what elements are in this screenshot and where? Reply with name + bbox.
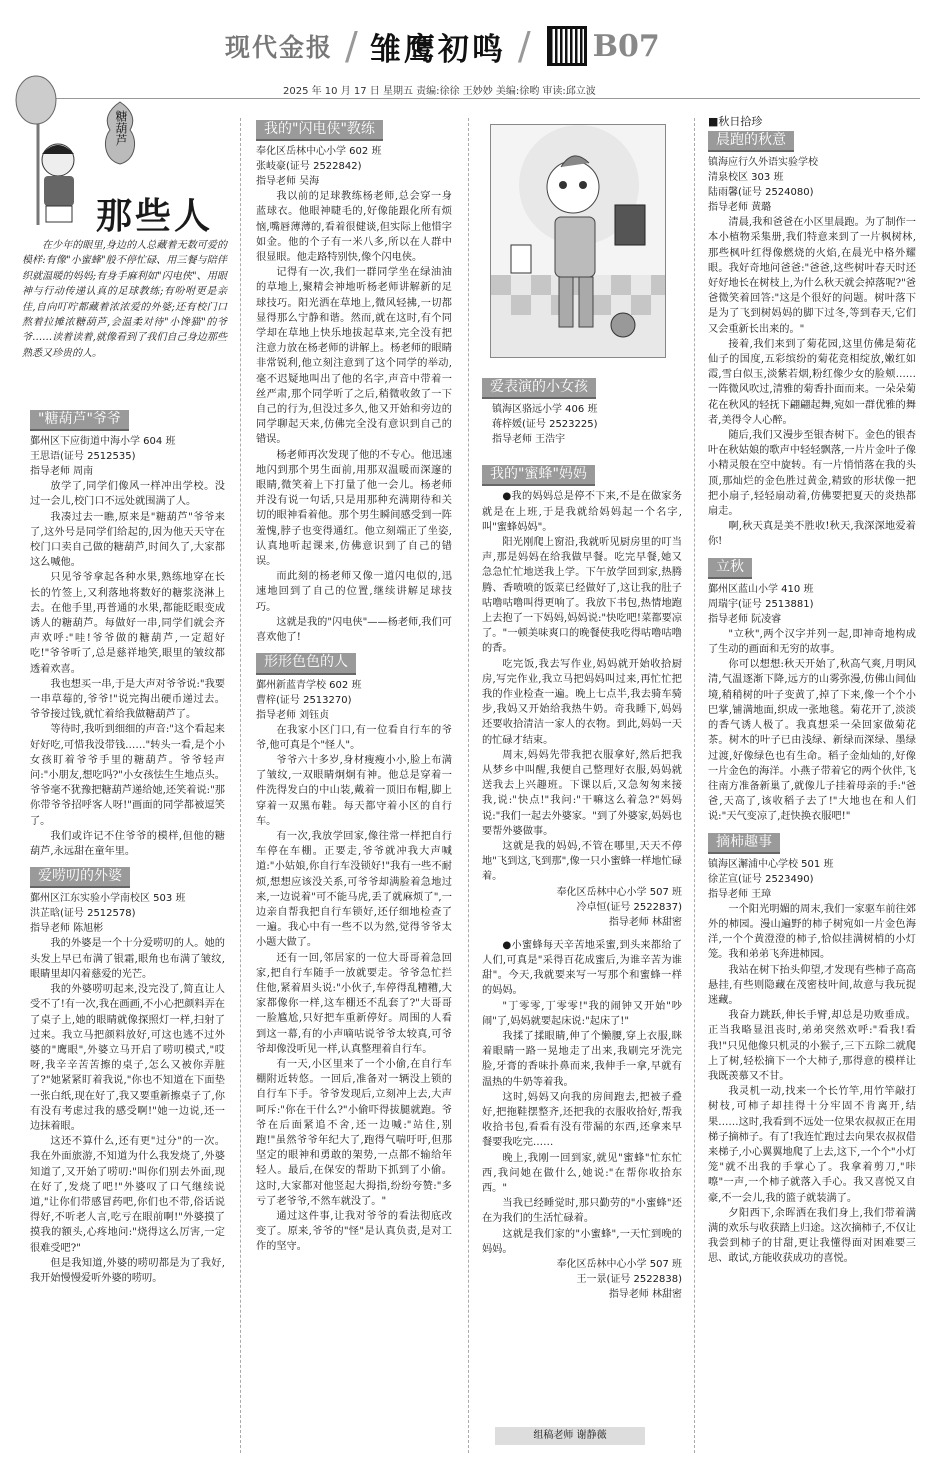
article-title: 形形色色的人	[256, 653, 356, 674]
paragraph: "立秋",两个汉字并列一起,即神奇地构成了生动的画面和无穷的故事。	[708, 628, 916, 656]
school: 镇海应行久外语实验学校	[708, 157, 818, 169]
paragraph: 这就是我的"闪电侠"——杨老师,我们可喜欢他了!	[256, 616, 452, 644]
paragraph: 随后,我们又漫步至银杏树下。金色的银杏叶在秋姑娘的歌声中轻轻飘落,一片片金叶子像小精灵般在空中旋转。有一片悄悄落在我的头顶,那灿烂的金色胜过黄金,精致的形状像一把把小扇子,轻轻扇动着,仿佛要把夏天的炎热都扇走。	[708, 430, 916, 518]
article-title: 我的"闪电侠"教练	[256, 120, 383, 141]
paragraph: 夕阳西下,余晖洒在我们身上,我们带着满满的欢乐与收获踏上归途。这次摘柿子,不仅让我尝到柿子的甘甜,更让我懂得面对困难要三思、敢试,方能收获成功的喜悦。	[708, 1207, 916, 1265]
signature-teacher: 指导老师 林甜密	[608, 1288, 682, 1300]
paragraph: 我以前的足球教练杨老师,总会穿一身蓝球衣。他眼神睫毛的,好像能跟化所有烦恼,嘴唇薄薄的,看着很健谈,但实际上他惜字如金。他的个子有一米八多,所以在人群中很显眼。他走路特别快,像个闪电侠。	[256, 191, 452, 264]
article-autumn-begins	[708, 556, 916, 825]
article-persimmon	[708, 831, 916, 1267]
school: 鄞州新蓝青学校 602 班	[256, 679, 362, 691]
paragraph: 周末,妈妈先带我把衣服拿好,然后把我从梦乡中叫醒,我便自己整理好衣服,妈妈就送我去上兴趣班。下课以后,又急匆匆来接我,说:"快点!"我问:"干嘛这么着急?"妈妈说:"我们一起去外婆家。"到了外婆家,妈妈也要帮外婆做事。	[482, 749, 682, 837]
paragraph: 杨老师再次发现了他的不专心。他迅速地闪到那个男生面前,用那双温暖而深邃的眼睛,微笑着上下打量了他一会儿。杨老师并没有说一句话,只是用那种充满期待和关切的眼神看着他。那个男生瞬间感受到一阵羞愧,脖子也变得通红。他立刻端正了坐姿,认真地听起课来,仿佛意识到了自己的错误。	[256, 449, 452, 568]
paragraph: 放学了,同学们像风一样冲出学校。没过一会儿,校门口不远处就围满了人。	[30, 481, 225, 508]
paragraph: 通过这件事,让我对爷爷的看法彻底改变了。原来,爷爷的"怪"是认真负责,是对工作的坚守。	[256, 1211, 452, 1253]
paragraph: "丁零零,丁零零!"我的闹钟又开始"吵闹"了,妈妈就要起床说:"起床了!"	[482, 1000, 682, 1027]
paragraph: 有一天,小区里来了一个小偷,在自行车棚附近转悠。一回后,准备对一辆没上锁的自行车下手。爷爷发现后,立刻冲上去,大声呵斥:"你在干什么?"小偷吓得拔腿就跑。爷爷在后面紧追不舍,还一边喊:"站住,别跑!"虽然爷爷年纪大了,跑得气喘吁吁,但那坚定的眼神和勇敢的架势,一点都不输给年轻人。最后,在保安的帮助下抓到了小偷。这时,大家都对他竖起大拇指,纷纷夸赞:"多亏了老爷爷,不然车就没了。"	[256, 1058, 452, 1207]
paragraph: ●我的妈妈总是停不下来,不是在做家务就是在上班,于是我就给妈妈起一个名字,叫"蜜蜂妈妈"。	[482, 491, 682, 533]
signature-school: 奉化区岳林中心小学 507 班	[556, 886, 682, 898]
author: 曹梓(证号 2513270)	[256, 694, 352, 706]
feature-intro	[22, 238, 227, 361]
paragraph: 有一次,我放学回家,像往常一样把自行车停在车棚。正要走,爷爷就冲我大声喊道:"小姑娘,你自行车没锁好!"我有一些不耐烦,想想应该没关系,可爷爷却满脸着急地过来,一边说着"可不能马虎,丢了就麻烦了",一边亲自帮我把自行车锁好,还仔细地检查了一遍。我心中有一些不以为然,觉得爷爷太小题大做了。	[256, 830, 452, 949]
paragraph: 而此刻的杨老师又像一道闪电似的,迅速地回到了自己的位置,继续讲解足球技巧。	[256, 571, 452, 613]
author: 陆雨馨(证号 2524080)	[708, 187, 814, 199]
school: 镇海区骆远小学 406 班	[492, 404, 598, 416]
teacher: 指导老师 王浩宇	[492, 434, 566, 446]
article-grandpa-candy	[30, 408, 225, 859]
page-number: B07	[592, 28, 660, 64]
paragraph: 阳光刚爬上窗沿,我就听见厨房里的叮当声,那是妈妈在给我做早餐。吃完早餐,她又急急忙忙地送我上学。下午放学回到家,热腾腾、香喷喷的饭菜已经做好了,这让我的肚子咕噜咕噜叫得更响了。我放下书包,热情地跑上去抱了一下妈妈,妈妈说:"快吃吧!菜都要凉了。"一顿美味爽口的晚餐使我吃得咕噜咕噜的香。	[482, 537, 682, 655]
article-people	[256, 651, 452, 1254]
header-rule	[20, 98, 920, 99]
author: 王思语(证号 2512535)	[30, 451, 136, 463]
column-divider	[694, 118, 695, 1453]
article-title: 爱唠叨的外婆	[30, 867, 130, 888]
column-2	[256, 118, 452, 1255]
paragraph: 你可以想想:秋天开始了,秋高气爽,月明风清,气温逐渐下降,远方的山雾弥漫,仿佛山间仙境,稍稍树的叶子变黄了,掉了下来,像一个个小巴掌,铺满地面,织成一张地毯。菊花开了,淡淡的香气诱人极了。我真想采一朵回家做菊花茶。树木的叶子已由浅绿、新绿而深绿、墨绿过渡,好像绿色也有生命。稻子金灿灿的,好像一片金色的海洋。小燕子带着它的两个伙伴,飞往南方准备新巢了,就像儿子挂着母亲的手:"爸爸,天高了,该收稻子去了!"大地也在和人们说:"天气变凉了,赶快换衣服吧!"	[708, 659, 916, 823]
paragraph: 只见爷爷拿起各种水果,熟练地穿在长长的竹签上,又利落地将数好的糖浆浇淋上去。在他手里,再普通的水果,都能眨眼变成诱人的糖葫芦。每做好一串,同学们就会齐声欢呼:"哇!爷爷做的糖葫芦,一定超好吃!"爷爷听了,总是慈祥地笑,眼里的皱纹都透着欢喜。	[30, 572, 225, 675]
signature-author: 冷卓恒(证号 2522837)	[576, 901, 682, 913]
author: 蒋梓媛(证号 2523225)	[492, 419, 598, 431]
paragraph: 这时,妈妈又向我的房间跑去,把被子叠好,把拖鞋摆整齐,还把我的衣服收拾好,帮我收拾书包,看看有没有带漏的东西,还拿来早餐要我吃完……	[482, 1091, 682, 1149]
paragraph: ●小蜜蜂每天辛苦地采蜜,到头来都给了人们,可真是"采得百花成蜜后,为谁辛苦为谁甜"。今天,我就要来写一写那个和蜜蜂一样的妈妈。	[482, 939, 682, 997]
paragraph: 我灵机一动,找来一个长竹竿,用竹竿敲打树枝,可柿子却挂得十分牢固不肯离开,结果……这时,我看到不远处一位果农叔叔正在用梯子摘柿子。有了!我连忙跑过去向果农叔叔借来梯子,小心翼翼地爬了上去,这下,一个个"小灯笼"就不出我的手掌心了。我拿着剪刀,"咔嚓"一声,一个柿子就落入手心。我又喜悦又自豪,不一会儿,我的篮子就装满了。	[708, 1086, 916, 1204]
issue-meta: 2025 年 10 月 17 日 星期五 责编:徐徐 王妙妙 美编:徐哟 审读:邱立波	[283, 86, 596, 97]
signature-author: 王一景(证号 2522838)	[576, 1273, 682, 1285]
paragraph: 当我已经睡觉时,那只勤劳的"小蜜蜂"还在为我们的生活忙碌着。	[482, 1198, 682, 1225]
paragraph: 清晨,我和爸爸在小区里晨跑。为了制作一本小植物采集册,我们特意来到了一片枫树林,那些枫叶红得像燃烧的火焰,在晨光中格外耀眼。我好奇地问爸爸:"爸爸,这些树叶春天时还好好地长在树枝上,为什么秋天就会掉落呢?"爸爸微笑着回答:"这是个很好的问题。树叶落下是为了飞到树妈妈的脚下过冬,等到春天,它们又会重新长出来的。"	[708, 217, 916, 335]
school-campus: 清泉校区 303 班	[708, 172, 784, 184]
article-bee-mom	[482, 463, 682, 1302]
school: 鄞州区江东实验小学南校区 503 班	[30, 893, 186, 905]
article-title: "糖葫芦"爷爷	[30, 410, 129, 431]
article-title: 我的"蜜蜂"妈妈	[482, 465, 595, 486]
school: 奉化区岳林中心小学 602 班	[256, 146, 382, 158]
author: 徐芷宣(证号 2523490)	[708, 873, 814, 885]
author: 周瑞宇(证号 2513881)	[708, 598, 814, 610]
paragraph: 但是我知道,外婆的唠叨都是为了我好,我开始慢慢爱听外婆的唠叨。	[30, 1257, 225, 1284]
author: 洪芷晗(证号 2512578)	[30, 908, 136, 920]
editor-credit: 组稿老师 谢静薇	[495, 1427, 645, 1445]
school: 镇海区澥浦中心学校 501 班	[708, 858, 834, 870]
teacher: 指导老师 阮凌睿	[708, 613, 782, 625]
teacher: 指导老师 王璋	[708, 888, 772, 900]
paragraph: 我奋力跳跃,伸长手臂,却总是功败垂成。正当我略显沮丧时,弟弟突然欢呼:"看我!看我!"只见他像只机灵的小猴子,三下五除二就爬上了树,轻松摘下一个大柿子,那得意的模样让我既羡慕又不甘。	[708, 1010, 916, 1082]
article-morning-run	[708, 129, 916, 550]
paragraph: 我的外婆是一个十分爱唠叨的人。她的头发上早已布满了银霜,眼角也布满了皱纹,眼睛里却闪着慈爱的光芒。	[30, 938, 225, 980]
column-3	[482, 376, 682, 1302]
teacher: 指导老师 周南	[30, 466, 94, 478]
masthead	[225, 24, 660, 68]
teacher: 指导老师 刘钰贞	[256, 709, 330, 721]
article-title: 晨跑的秋意	[708, 131, 794, 152]
paragraph: 接着,我们来到了菊花园,这里仿佛是菊花仙子的国度,五彩缤纷的菊花竞相绽放,嫩红如霞,雪白似玉,淡紫若烟,粉红像少女的脸颊……一阵微风吹过,清雅的菊香扑面而来。一朵朵菊花在秋风的轻抚下翩翩起舞,宛如一群优雅的舞者,美得令人心醉。	[708, 338, 916, 426]
article-grandma	[30, 865, 225, 1286]
signature-teacher: 指导老师 林甜密	[608, 916, 682, 928]
signature-school: 奉化区岳林中心小学 507 班	[556, 1258, 682, 1270]
divider-slash: /	[345, 24, 358, 68]
qr-code-icon	[547, 26, 587, 66]
artwork-title: 爱表演的小女孩	[482, 378, 596, 399]
teacher: 指导老师 吴海	[256, 176, 320, 188]
paragraph: 我揉了揉眼睛,伸了个懒腰,穿上衣服,眯着眼睛一路一晃地走了出来,我刷完牙洗完脸,牙膏的香味扑鼻而来,我伸手一拿,早就有温热的牛奶等着我。	[482, 1030, 682, 1088]
paragraph: 我凑过去一瞧,原来是"糖葫芦"爷爷来了,这外号是同学们给起的,因为他天天守在校门口卖自己做的糖葫芦,时间久了,大家都这么喊他。	[30, 511, 225, 569]
paragraph: 还有一回,邻居家的一位大哥哥着急回家,把自行车随手一放就要走。爷爷急忙拦住他,紧着眉头说:"小伙子,车停得乱糟糟,大家都像你一样,这车棚还不乱套了?"大哥哥一脸尴尬,只好把车重新停好。周围的人看到这一幕,有的小声嘀咕说爷爷太较真,可爷爷却像没听见一样,认真整理着自行车。	[256, 952, 452, 1055]
intro-text: 在少年的眼里,身边的人总藏着无数可爱的模样:有像"小蜜蜂"般不停忙碌、用三餐与陪伴织就温暖的妈妈;有身手麻利如"闪电侠"、用眼神与行动传递认真的足球教练;有吩咐更是亲佳,自向叮咛都藏着浓浓爱的外婆;还有校门口熬着拉摊浓糖葫芦,会温柔对待"小馋猫"的爷爷……读着读着,就像看到了我们自己身边那些熟悉又珍贵的人。	[22, 240, 227, 359]
article-coach	[256, 118, 452, 645]
brand-name: 现代金报	[225, 33, 334, 62]
paragraph: 这还不算什么,还有更"过分"的一次。我在外面旅游,不知道为什么我发烧了,外婆知道了,又开始了唠叨:"叫你们别去外面,现在好了,发烧了吧!"外婆叹了口气继续说道,"让你们带感冒药吧,你们也不带,俗话说得好,不听老人言,吃亏在眼前啊!"外婆摸了摸我的额头,心疼地问:"烧得这么厉害,一定很难受吧?"	[30, 1136, 225, 1254]
column-divider	[240, 118, 241, 1453]
section-title: 雏鹰初鸣	[369, 31, 506, 68]
paragraph: 记得有一次,我们一群同学坐在绿油油的草地上,聚精会神地听杨老师讲解新的足球技巧。阳光洒在草地上,微风轻拂,一切都显得那么宁静和谐。然而,就在这时,有个同学却在草地上快乐地拔起草来,完全没有把注意力放在杨老师的讲解上。杨老师的眼睛非常锐利,他立刻注意到了这个同学的举动,毫不迟疑地叫出了他的名字,声音中带着一丝严肃,那个同学听了之后,稍微收敛了一下自己的行为,但没过多久,他又开始和旁边的同学聊起天来,仿佛完全没有意识到自己的错误。	[256, 267, 452, 446]
paragraph: 一个阳光明媚的周末,我们一家驱车前往郊外的柿园。漫山遍野的柿子树宛如一片金色海洋,一个个黄澄澄的柿子,恰似挂满树梢的小灯笼。我和弟弟飞奔进柿园。	[708, 903, 916, 961]
paragraph: 爷爷六十多岁,身材瘦瘦小小,脸上布满了皱纹,一双眼睛炯炯有神。他总是穿着一件洗得发白的中山装,戴着一顶旧布帽,脚上穿着一双黑布鞋。每天都守着小区的自行车。	[256, 754, 452, 827]
paragraph: 我们或许记不住爷爷的模样,但他的糖葫芦,永远甜在童年里。	[30, 830, 225, 858]
divider-slash: /	[517, 24, 531, 68]
feature-title: 那些人	[96, 196, 214, 237]
paragraph: 等待时,我听到细细的声音:"这个看起来好好吃,可惜我没带钱……"转头一看,是个小女孩盯着爷爷手里的糖葫芦。爷爷轻声问:"小朋友,想吃吗?"小女孩怯生生地点头。爷爷毫不犹豫把糖葫芦递给她,还笑着说:"那你带爷爷招呼客人呀!"画面的同学都被逗笑了。	[30, 724, 225, 827]
girl-drawing	[490, 124, 666, 358]
article-title: 摘柿趣事	[708, 833, 780, 854]
author: 张岐豪(证号 2522842)	[256, 161, 362, 173]
column-tag: ■秋日拾珍	[708, 115, 763, 128]
boy-illustration	[8, 70, 100, 230]
school: 鄞州区下应街道中海小学 604 班	[30, 436, 176, 448]
paragraph: 我站在树下抬头仰望,才发现有些柿子高高悬挂,有些则隐藏在茂密枝叶间,故意与我玩捉迷藏。	[708, 964, 916, 1006]
paragraph: 吃完饭,我去写作业,妈妈就开始收拾厨房,写完作业,我立马把妈妈叫过来,再忙忙把我的作业检查一遍。晚上七点半,我去骑车骑步,我妈又开始给我热牛奶。奇我睡下,妈妈还要收拾清洁一家人的衣物。到此,妈妈一天的忙碌才结束。	[482, 658, 682, 746]
column-4	[708, 114, 916, 1267]
column-divider	[468, 118, 469, 1453]
teacher: 指导老师 黄璐	[708, 202, 772, 214]
article-title: 立秋	[708, 558, 752, 579]
art-caption	[482, 376, 682, 447]
column-1	[30, 408, 225, 1286]
paragraph: 我的外婆唠叨起来,没完没了,简直让人受不了!有一次,我在画画,不小心把颜料弄在了桌子上,她的眼睛就像探照灯一样,扫射了过来。我立马把颜料放好,可这也逃不过外婆的"鹰眼",外婆立马开启了唠叨模式,"哎呀,我辛辛苦苦擦的桌子,怎么又被你弄脏了?"她紧紧盯着我说,"你也不知道在下面垫一张白纸,现在好了,我又要重新擦桌子了,你有没有考虑过我的感受啊!"她一边说,还一边抹着眼。	[30, 984, 225, 1132]
teacher: 指导老师 陈旭彬	[30, 923, 104, 935]
paragraph: 啊,秋天真是美不胜收!秋天,我深深地爱着你!	[708, 521, 916, 548]
paragraph: 这就是我们家的"小蜜蜂",一天忙到晚的妈妈。	[482, 1228, 682, 1255]
school: 鄞州区蓝山小学 410 班	[708, 583, 814, 595]
paragraph: 我也想买一串,于是大声对爷爷说:"我要一串草莓的,爷爷!"说完掏出硬币递过去。爷爷接过钱,就忙着给我做糖葫芦了。	[30, 678, 225, 721]
paragraph: 这就是我的妈妈,不管在哪里,天天不停地"飞到这,飞到那",像一只小蜜蜂一样地忙碌着。	[482, 841, 682, 883]
paragraph: 在我家小区门口,有一位看自行车的爷爷,他可真是个"怪人"。	[256, 724, 452, 751]
paragraph: 晚上,我刚一回到家,就见"蜜蜂"忙东忙西,我问她在做什么,她说:"在帮你收拾东西。"	[482, 1152, 682, 1194]
vertical-tag: 糖葫芦	[114, 110, 128, 146]
